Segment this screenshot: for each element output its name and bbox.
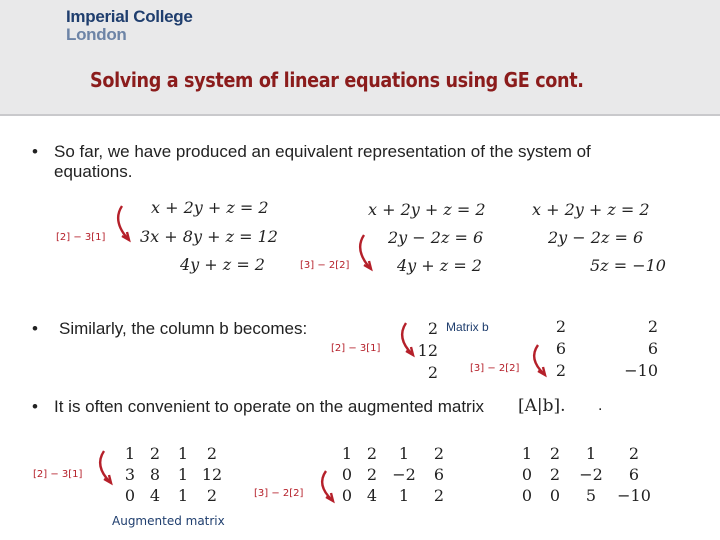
augmented-matrix-3 <box>516 443 658 506</box>
matrix-cell: 2 <box>149 444 161 463</box>
curved-arrow-icon <box>350 232 376 274</box>
curved-arrow-icon <box>392 320 418 360</box>
curved-arrow-icon <box>90 448 116 488</box>
imperial-college-logo <box>66 8 193 44</box>
matrix-cell: 2 <box>549 444 561 463</box>
curved-arrow-icon <box>108 203 134 245</box>
slide-title: Solving a system of linear equations using GE cont. <box>90 68 584 92</box>
logo-line-1: Imperial College <box>66 7 193 26</box>
b1-value: 2 <box>427 363 438 382</box>
b3-value: 2 <box>647 317 658 336</box>
matrix-cell: 6 <box>433 465 445 484</box>
matrix-cell: 2 <box>433 444 445 463</box>
matrix-cell: 1 <box>177 444 189 463</box>
bullet-dot: • <box>32 397 38 416</box>
row-op-label: [2] − 3[1] <box>56 232 106 243</box>
slide-header <box>0 0 720 116</box>
matrix-cell: 1 <box>341 444 353 463</box>
matrix-cell: 2 <box>206 486 218 505</box>
bullet-dot: • <box>32 142 38 161</box>
bullet-dot: • <box>32 319 38 338</box>
logo-line-2: London <box>66 25 127 44</box>
matrix-b-label: Matrix b <box>446 320 489 334</box>
matrix-cell: 2 <box>366 444 378 463</box>
system1-eq1: x + 2y + z = 2 <box>151 198 269 217</box>
matrix-cell: 1 <box>177 486 189 505</box>
augmented-matrix-2 <box>336 443 456 506</box>
matrix-cell: 2 <box>433 486 445 505</box>
b3-value: −10 <box>624 361 658 380</box>
matrix-cell: 0 <box>341 486 353 505</box>
matrix-cell: 0 <box>521 486 533 505</box>
bullet-1 <box>32 142 591 182</box>
augmented-matrix-1 <box>119 443 227 506</box>
matrix-cell: 1 <box>521 444 533 463</box>
augmented-notation: [A|b]. <box>518 396 566 416</box>
matrix-cell: 2 <box>206 444 218 463</box>
system3-eq2: 2y − 2z = 6 <box>548 228 644 247</box>
matrix-cell: 1 <box>398 486 410 505</box>
bullet-2 <box>32 319 308 339</box>
augmented-matrix-label: Augmented matrix <box>112 514 225 528</box>
matrix-cell: 3 <box>124 465 136 484</box>
matrix-cell: 1 <box>177 465 189 484</box>
b2-value: 2 <box>555 317 566 336</box>
row-op-label: [3] − 2[2] <box>254 488 304 499</box>
bullet-1-line-1: So far, we have produced an equivalent representation of the system of <box>54 142 591 161</box>
system2-eq2: 2y − 2z = 6 <box>388 228 484 247</box>
curved-arrow-icon <box>312 468 338 506</box>
row-op-label: [3] − 2[2] <box>300 260 350 271</box>
matrix-cell: −2 <box>579 465 603 484</box>
row-op-label: [2] − 3[1] <box>331 343 381 354</box>
system3-eq3: 5z = −10 <box>590 256 666 275</box>
bullet-1-line-2: equations. <box>54 162 133 181</box>
matrix-cell: 0 <box>549 486 561 505</box>
matrix-cell: 12 <box>201 465 223 484</box>
system1-eq3: 4y + z = 2 <box>180 255 265 274</box>
system2-eq3: 4y + z = 2 <box>397 256 482 275</box>
matrix-cell: 2 <box>549 465 561 484</box>
matrix-cell: 1 <box>585 444 597 463</box>
matrix-cell: 0 <box>521 465 533 484</box>
matrix-cell: −10 <box>617 486 651 505</box>
matrix-cell: 5 <box>585 486 597 505</box>
b1-value: 12 <box>417 341 438 360</box>
matrix-cell: 6 <box>628 465 640 484</box>
row-op-label: [2] − 3[1] <box>33 469 83 480</box>
curved-arrow-icon <box>524 342 550 380</box>
b2-value: 6 <box>555 339 566 358</box>
bullet-3-text: It is often convenient to operate on the augmented matrix <box>54 397 484 416</box>
matrix-cell: 0 <box>124 486 136 505</box>
matrix-cell: 2 <box>366 465 378 484</box>
system2-eq1: x + 2y + z = 2 <box>368 200 486 219</box>
matrix-cell: 0 <box>341 465 353 484</box>
row-op-label: [3] − 2[2] <box>470 363 520 374</box>
matrix-cell: 4 <box>149 486 161 505</box>
trailing-period: . <box>598 397 603 414</box>
bullet-2-text: Similarly, the column b becomes: <box>59 319 308 338</box>
matrix-cell: 1 <box>124 444 136 463</box>
matrix-cell: 2 <box>628 444 640 463</box>
matrix-cell: 8 <box>149 465 161 484</box>
matrix-cell: 1 <box>398 444 410 463</box>
system1-eq2: 3x + 8y + z = 12 <box>140 227 278 246</box>
system3-eq1: x + 2y + z = 2 <box>532 200 650 219</box>
b-column-3 <box>620 316 658 382</box>
bullet-3 <box>32 397 484 417</box>
b3-value: 6 <box>647 339 658 358</box>
b2-value: 2 <box>555 361 566 380</box>
matrix-cell: 4 <box>366 486 378 505</box>
b-column-1 <box>416 318 438 384</box>
b1-value: 2 <box>427 319 438 338</box>
matrix-cell: −2 <box>392 465 416 484</box>
